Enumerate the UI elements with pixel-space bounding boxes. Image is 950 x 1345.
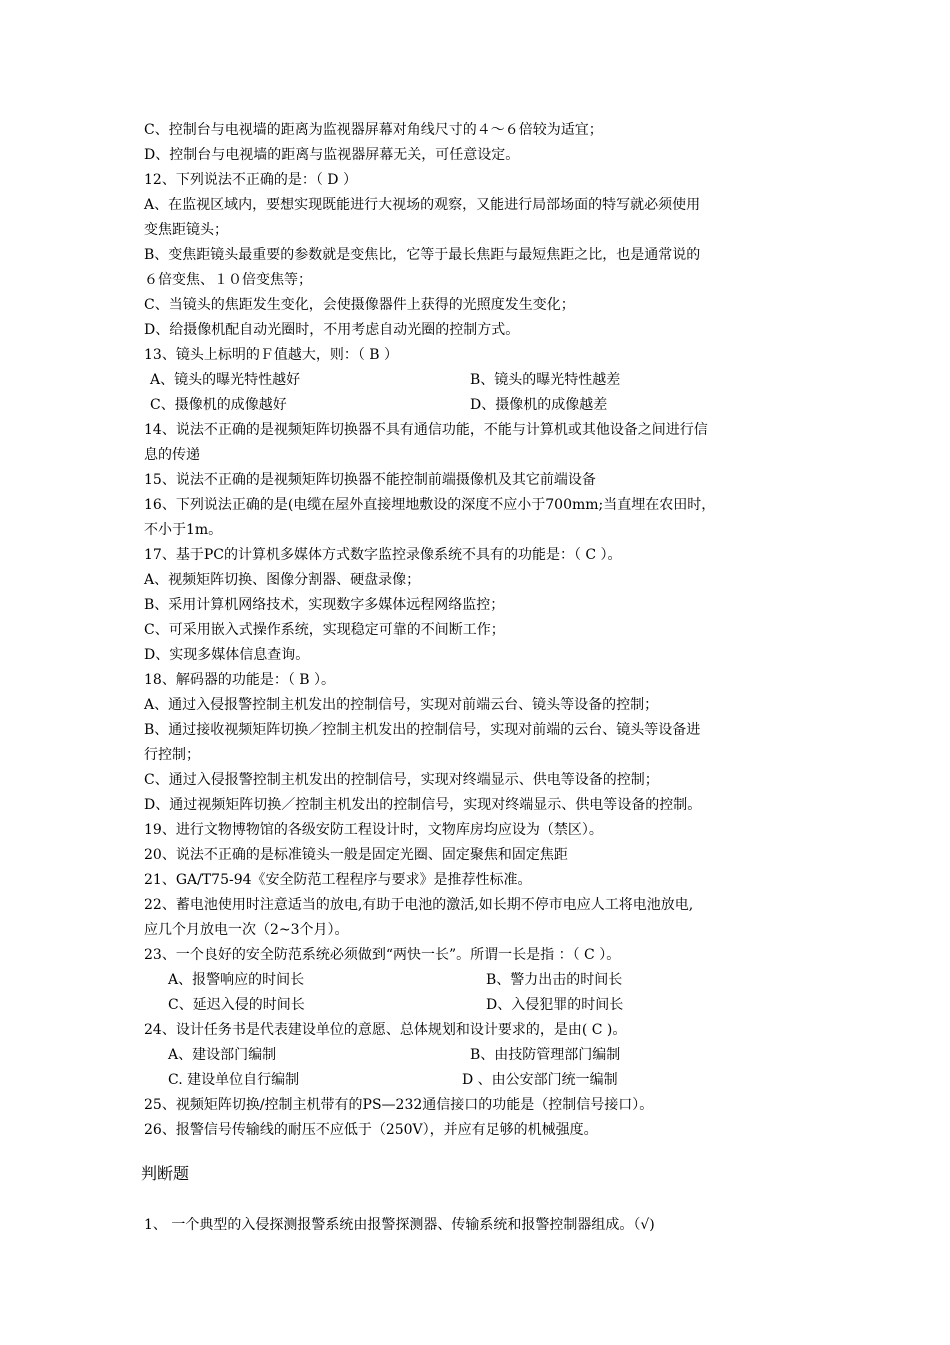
q13-option-c: C、摄像机的成像越好 xyxy=(150,397,287,413)
q17-option-a: A、视频矩阵切换、图像分割器、硬盘录像； xyxy=(144,572,421,588)
q17-option-c: C、可采用嵌入式操作系统，实现稳定可靠的不间断工作； xyxy=(144,622,505,638)
q18-option-c: C、通过入侵报警控制主机发出的控制信号，实现对终端显示、供电等设备的控制； xyxy=(144,772,659,788)
option-c-line: C、控制台与电视墙的距离为监视器屏幕对角线尺寸的４～６倍较为适宜； xyxy=(144,122,603,138)
q24-option-b: B、由技防管理部门编制 xyxy=(470,1047,621,1063)
q12-option-a: A、在监视区域内，要想实现既能进行大视场的观察，又能进行局部场面的特写就必须使用 xyxy=(144,197,701,213)
question-15: 15、说法不正确的是视频矩阵切换器不能控制前端摄像机及其它前端设备 xyxy=(144,472,596,488)
q12-option-a-cont: 变焦距镜头； xyxy=(144,222,228,238)
q12-option-b-cont: ６倍变焦、１０倍变焦等； xyxy=(144,272,312,288)
question-19: 19、进行文物博物馆的各级安防工程设计时，文物库房均应设为（禁区）。 xyxy=(144,822,603,838)
q18-option-b-cont: 行控制； xyxy=(144,747,200,763)
question-22-cont: 应几个月放电一次（2~3个月）。 xyxy=(144,922,349,938)
question-26: 26、报警信号传输线的耐压不应低于（250V），并应有足够的机械强度。 xyxy=(144,1122,598,1138)
q18-option-a: A、通过入侵报警控制主机发出的控制信号，实现对前端云台、镜头等设备的控制； xyxy=(144,697,659,713)
question-18: 18、解码器的功能是：（ B ）。 xyxy=(144,672,336,688)
question-16-cont: 不小于1m。 xyxy=(144,522,223,538)
q24-option-a: A、建设部门编制 xyxy=(168,1047,277,1063)
question-16: 16、下列说法正确的是(电缆在屋外直接埋地敷设的深度不应小于700mm;当直埋在农田时， xyxy=(144,497,716,513)
q13-option-a: A、镜头的曝光特性越好 xyxy=(150,372,301,388)
q24-option-c: C. 建设单位自行编制 xyxy=(168,1072,300,1088)
true-false-item-1: 1、 一个典型的入侵探测报警系统由报警探测器、传输系统和报警控制器组成。（√) xyxy=(144,1217,655,1233)
q24-option-d: D 、由公安部门统一编制 xyxy=(462,1072,618,1088)
question-25: 25、视频矩阵切换/控制主机带有的PS—232通信接口的功能是（控制信号接口）。 xyxy=(144,1097,654,1113)
q18-option-d: D、通过视频矩阵切换／控制主机发出的控制信号，实现对终端显示、供电等设备的控制。 xyxy=(144,797,702,813)
q23-option-d: D、入侵犯罪的时间长 xyxy=(486,997,624,1013)
q23-option-c: C、延迟入侵的时间长 xyxy=(168,997,305,1013)
question-12: 12、下列说法不正确的是：（ D ） xyxy=(144,172,357,188)
q23-option-a: A、报警响应的时间长 xyxy=(168,972,305,988)
question-23: 23、一个良好的安全防范系统必须做到“两快一长”。所谓一长是指 ：（ C ）。 xyxy=(144,947,621,963)
q17-option-b: B、采用计算机网络技术，实现数字多媒体远程网络监控； xyxy=(144,597,505,613)
q13-option-d: D、摄像机的成像越差 xyxy=(470,397,608,413)
option-d-line: D、控制台与电视墙的距离与监视器屏幕无关，可任意设定。 xyxy=(144,147,520,163)
q13-option-b: B、镜头的曝光特性越差 xyxy=(470,372,621,388)
question-14-cont: 息的传递 xyxy=(144,447,200,463)
question-22: 22、蓄电池使用时注意适当的放电,有助于电池的激活,如长期不停市电应人工将电池放电, xyxy=(144,897,694,913)
q12-option-d: D、给摄像机配自动光圈时，不用考虑自动光圈的控制方式。 xyxy=(144,322,520,338)
question-24: 24、设计任务书是代表建设单位的意愿、总体规划和设计要求的，是由( C )。 xyxy=(144,1022,627,1038)
question-13: 13、镜头上标明的Ｆ值越大，则：（ B ） xyxy=(144,347,399,363)
q12-option-c: C、当镜头的焦距发生变化，会使摄像器件上获得的光照度发生变化； xyxy=(144,297,575,313)
q12-option-b: B、变焦距镜头最重要的参数就是变焦比，它等于最长焦距与最短焦距之比，也是通常说的 xyxy=(144,247,701,263)
question-17: 17、基于PC的计算机多媒体方式数字监控录像系统不具有的功能是：（ C ）。 xyxy=(144,547,622,563)
question-20: 20、说法不正确的是标准镜头一般是固定光圈、固定聚焦和固定焦距 xyxy=(144,847,568,863)
q18-option-b: B、通过接收视频矩阵切换／控制主机发出的控制信号，实现对前端的云台、镜头等设备进 xyxy=(144,722,701,738)
question-14: 14、说法不正确的是视频矩阵切换器不具有通信功能，不能与计算机或其他设备之间进行信 xyxy=(144,422,708,438)
q23-option-b: B、警力出击的时间长 xyxy=(486,972,623,988)
q17-option-d: D、实现多媒体信息查询。 xyxy=(144,647,310,663)
section-heading-true-false: 判断题 xyxy=(141,1164,190,1183)
question-21: 21、GA/T75-94《安全防范工程程序与要求》是推荐性标准。 xyxy=(144,872,532,888)
